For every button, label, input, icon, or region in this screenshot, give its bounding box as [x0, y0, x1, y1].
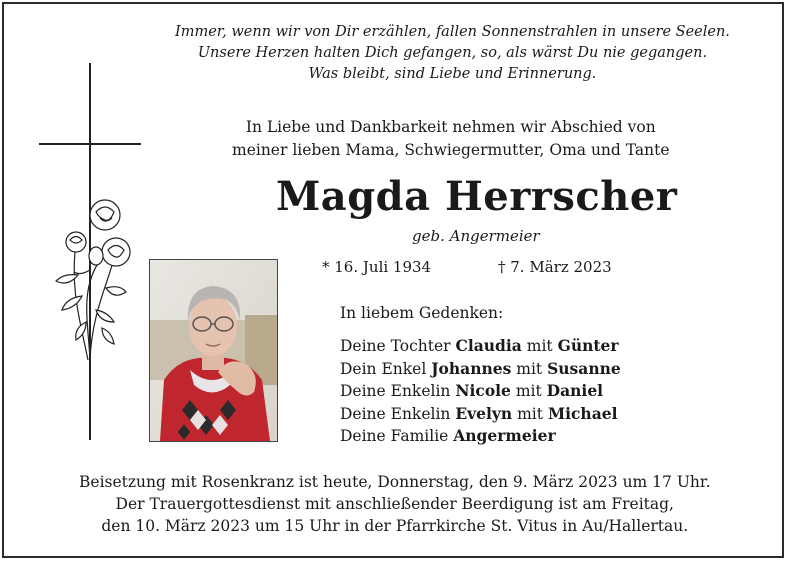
mourners-list: [340, 335, 621, 448]
footer-line: Beisetzung mit Rosenkranz ist heute, Donnerstag, den 9. März 2023 um 17 Uhr.: [79, 473, 711, 491]
intro-line: In Liebe und Dankbarkeit nehmen wir Abschied von: [245, 118, 656, 136]
poem-line: Was bleibt, sind Liebe und Erinnerung.: [308, 66, 597, 82]
footer-line: den 10. März 2023 um 15 Uhr in der Pfarrkirche St. Vitus in Au/Hallertau.: [101, 517, 689, 535]
memory-heading: In liebem Gedenken:: [340, 304, 504, 322]
maiden-name: geb. Angermeier: [412, 227, 540, 245]
funeral-info: [79, 471, 711, 537]
mourner-line: Deine Enkelin Evelyn mit Michael: [340, 403, 618, 423]
portrait-photo: [149, 259, 278, 442]
intro-line: meiner lieben Mama, Schwiegermutter, Oma und Tante: [232, 141, 670, 159]
intro-text: [232, 116, 670, 162]
cross-with-roses-icon: [30, 60, 150, 445]
mourner-line: Deine Tochter Claudia mit Günter: [340, 336, 619, 355]
deceased-name: Magda Herrscher: [276, 173, 678, 220]
footer-line: Der Trauergottesdienst mit anschließender Beerdigung ist am Freitag,: [115, 495, 674, 513]
death-date: † 7. März 2023: [498, 258, 612, 276]
mourner-line: Deine Enkelin Nicole mit Daniel: [340, 381, 604, 400]
poem-line: Immer, wenn wir von Dir erzählen, fallen Sonnenstrahlen in unsere Seelen.: [175, 24, 730, 40]
mourner-line: Dein Enkel Johannes mit Susanne: [340, 358, 621, 378]
poem-line: Unsere Herzen halten Dich gefangen, so, als wärst Du nie gegangen.: [197, 45, 708, 61]
mourner-line: Deine Familie Angermeier: [340, 426, 556, 445]
poem: [175, 22, 730, 85]
birth-date: * 16. Juli 1934: [322, 258, 432, 276]
